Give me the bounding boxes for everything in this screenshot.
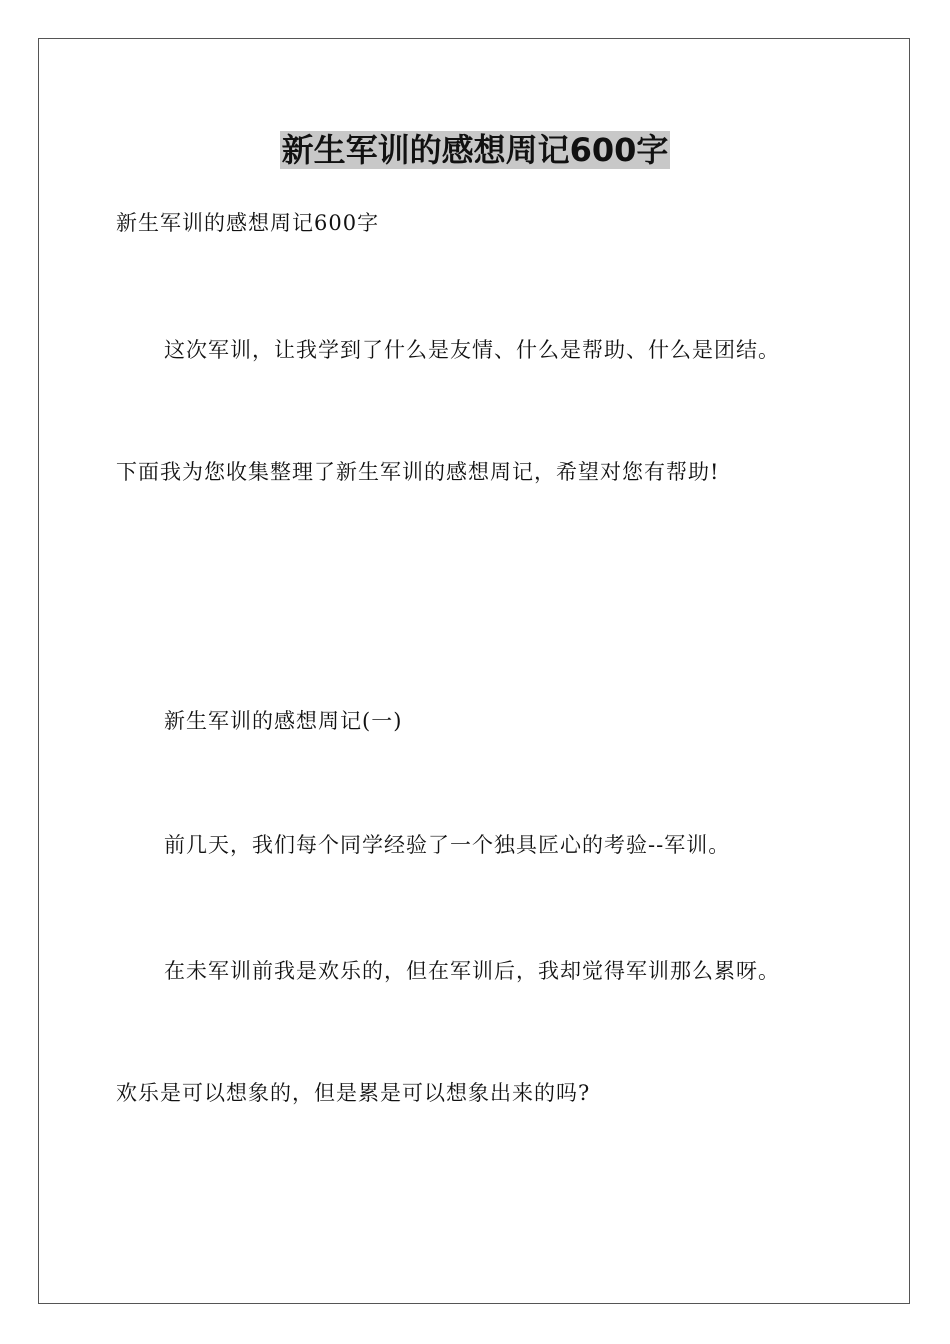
paragraph-body-2: 在未军训前我是欢乐的，但在军训后，我却觉得军训那么累呀。 <box>164 959 780 983</box>
paragraph-body-3: 欢乐是可以想象的，但是累是可以想象出来的吗? <box>116 1081 591 1105</box>
paragraph-intro: 这次军训，让我学到了什么是友情、什么是帮助、什么是团结。 <box>164 338 780 362</box>
document-title-text: 新生军训的感想周记600字 <box>281 131 669 169</box>
section-heading: 新生军训的感想周记(一) <box>164 709 403 733</box>
paragraph-subtitle: 新生军训的感想周记600字 <box>116 211 380 235</box>
document-title <box>0 126 950 174</box>
paragraph-intro-continued: 下面我为您收集整理了新生军训的感想周记，希望对您有帮助! <box>116 460 720 484</box>
paragraph-body-1: 前几天，我们每个同学经验了一个独具匠心的考验--军训。 <box>164 833 731 857</box>
